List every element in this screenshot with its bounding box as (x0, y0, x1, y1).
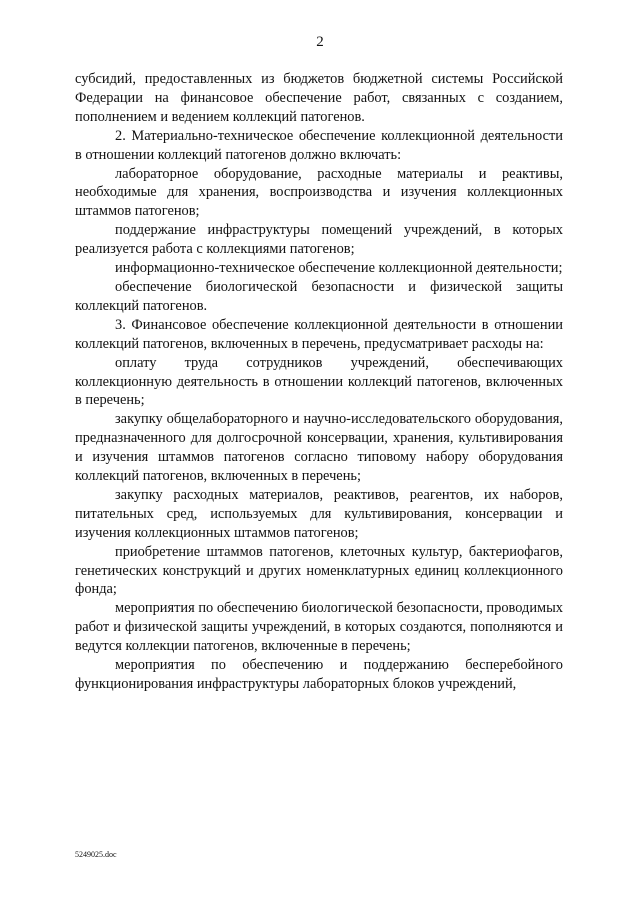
paragraph-item: оплату труда сотрудников учреждений, обеспечивающих коллекционную деятельность в отношении коллекций патогенов, включенных в перечень; (75, 354, 563, 409)
paragraph-item: мероприятия по обеспечению биологической безопасности, проводимых работ и физической защиты учреждений, в которых создаются, пополняются и ведутся коллекции патогенов, включенные в перечень; (75, 600, 563, 655)
paragraph-continuation: субсидий, предоставленных из бюджетов бюджетной системы Российской Федерации на финансовое обеспечение работ, связанных с созданием, пополнением и ведением коллекций патогенов. (75, 71, 563, 125)
page-number: 2 (316, 34, 324, 50)
paragraph-section-3: 3. Финансовое обеспечение коллекционной деятельности в отношении коллекций патогенов, включенных в перечень, предусматривает расходы на: (75, 316, 563, 352)
paragraph-section-2: 2. Материально-техническое обеспечение коллекционной деятельности в отношении коллекций патогенов должно включать: (75, 127, 563, 163)
paragraph-item: мероприятия по обеспечению и поддержанию бесперебойного функционирования инфраструктуры лабораторных блоков учреждений, (75, 657, 563, 692)
document-footer-code: 5249025.doc (75, 850, 117, 859)
paragraph-item: закупку общелабораторного и научно-исследовательского оборудования, предназначенного для долгосрочной консервации, хранения, культивирования и изучения штаммов патогенов согласно типовому набору оборудования коллекций патогенов, включенных в перечень; (75, 411, 563, 485)
paragraph-item: приобретение штаммов патогенов, клеточных культур, бактериофагов, генетических конструкций и других номенклатурных единиц коллекционного фонда; (75, 543, 563, 598)
paragraph-item: поддержание инфраструктуры помещений учреждений, в которых реализуется работа с коллекциями патогенов; (75, 222, 563, 258)
paragraph-item: лабораторное оборудование, расходные материалы и реактивы, необходимые для хранения, воспроизводства и изучения коллекционных штаммов патогенов; (75, 165, 563, 220)
paragraph-item: информационно-техническое обеспечение коллекционной деятельности; (115, 260, 563, 277)
document-body (75, 70, 563, 694)
paragraph-item: обеспечение биологической безопасности и физической защиты коллекций патогенов. (75, 278, 563, 314)
paragraph-item: закупку расходных материалов, реактивов, реагентов, их наборов, питательных сред, используемых для культивирования, консервации и изучения коллекционных штаммов патогенов; (75, 486, 563, 541)
